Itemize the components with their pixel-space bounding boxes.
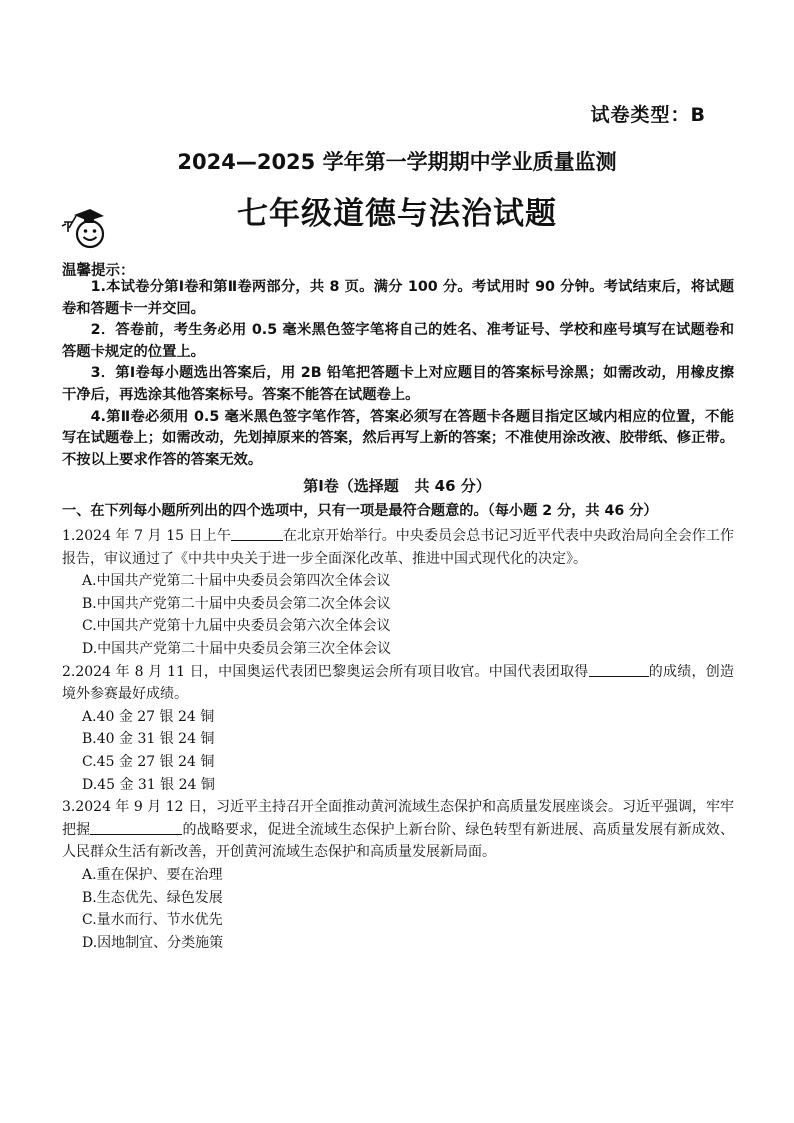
option-a: A.中国共产党第二十届中央委员会第四次全体会议 [82,573,391,590]
option-b: B.中国共产党第二十届中央委员会第二次全体会议 [82,595,391,612]
notice-item-1: 1.本试卷分第Ⅰ卷和第Ⅱ卷两部分，共 8 页。满分 100 分。考试用时 90 分钟。考试结束后，将试题卷和答题卡一并交回。 [62,279,734,317]
part-instruction: 一、在下列每小题所列出的四个选项中，只有一项是最符合题意的。（每小题 2 分，共 46 分） [62,503,658,519]
exam-title-line1: 2024—2025 学年第一学期期中学业质量监测 [177,150,617,174]
option-d: D.中国共产党第二十届中央委员会第三次全体会议 [82,640,392,657]
question-2 [62,661,734,797]
option-a: A.重在保护、要在治理 [82,866,223,883]
question-stem-part: 的成绩，创造境外参赛最好成绩。 [62,663,734,703]
notice-item-3: 3．第Ⅰ卷每小题选出答案后，用 2B 铅笔把答题卡上对应题目的答案标号涂黑；如需改动，用橡皮擦干净后，再选涂其他答案标号。答案不能答在试题卷上。 [62,365,734,403]
option-c: C.量水而行、节水优先 [82,912,223,929]
paper-type-label: 试卷类型：B [590,104,706,126]
question-list [62,525,734,954]
option-a: A.40 金 27 银 24 铜 [82,708,215,725]
option-b: B.40 金 31 银 24 铜 [82,731,215,748]
question-stem [62,525,734,570]
question-stem [62,796,734,864]
question-stem-part: 2.2024 年 8 月 11 日，中国奥运代表团巴黎奥运会所有项目收官。中国代表团取得 [62,663,589,680]
section-title: 第Ⅰ卷（选择题 共 46 分） [303,477,491,495]
question-stem-part: 在北京开始举行。中央委员会总书记习近平代表中央政治局向全会作工作报告，审议通过了《中共中央关于进一步全面深化改革、推进中国式现代化的决定》。 [62,528,734,567]
option-d: D.因地制宜、分类施策 [82,934,224,951]
notice-heading: 温馨提示： [62,263,135,279]
answer-blank [589,662,649,677]
notice-block [62,277,734,471]
question-stem-part: 3.2024 年 9 月 12 日，习近平主持召开全面推动黄河流域生态保护和高质量发展座谈会。习近平强调，牢牢把握 [62,799,734,838]
answer-blank [90,820,182,835]
question-stem [62,661,734,706]
question-stem-part: 1.2024 年 7 月 15 日上午 [62,528,231,544]
notice-item-2: 2．答卷前，考生务必用 0.5 毫米黑色签字笔将自己的姓名、准考证号、学校和座号填写在试题卷和答题卡规定的位置上。 [62,322,734,360]
option-d: D.45 金 31 银 24 铜 [82,776,215,793]
answer-blank [231,526,283,541]
exam-title-line2: 七年级道德与法治试题 [237,196,557,232]
option-c: C.45 金 27 银 24 铜 [82,753,215,770]
question-stem-part: 的战略要求，促进全流域生态保护上新台阶、绿色转型有新进展、高质量发展有新成效、人民群众生活有新改善，开创黄河流域生态保护和高质量发展新局面。 [62,821,735,861]
question-3 [62,796,734,954]
question-1 [62,525,734,661]
notice-item-4: 4.第Ⅱ卷必须用 0.5 毫米黑色签字笔作答，答案必须写在答题卡各题目指定区域内相应的位置，不能写在试题卷上；如需改动，先划掉原来的答案，然后再写上新的答案；不准使用涂改液、胶带纸、修正带。不按以上要求作答的答案无效。 [62,408,734,468]
option-c: C.中国共产党第十九届中央委员会第六次全体会议 [82,618,391,635]
option-b: B.生态优先、绿色发展 [82,889,223,906]
